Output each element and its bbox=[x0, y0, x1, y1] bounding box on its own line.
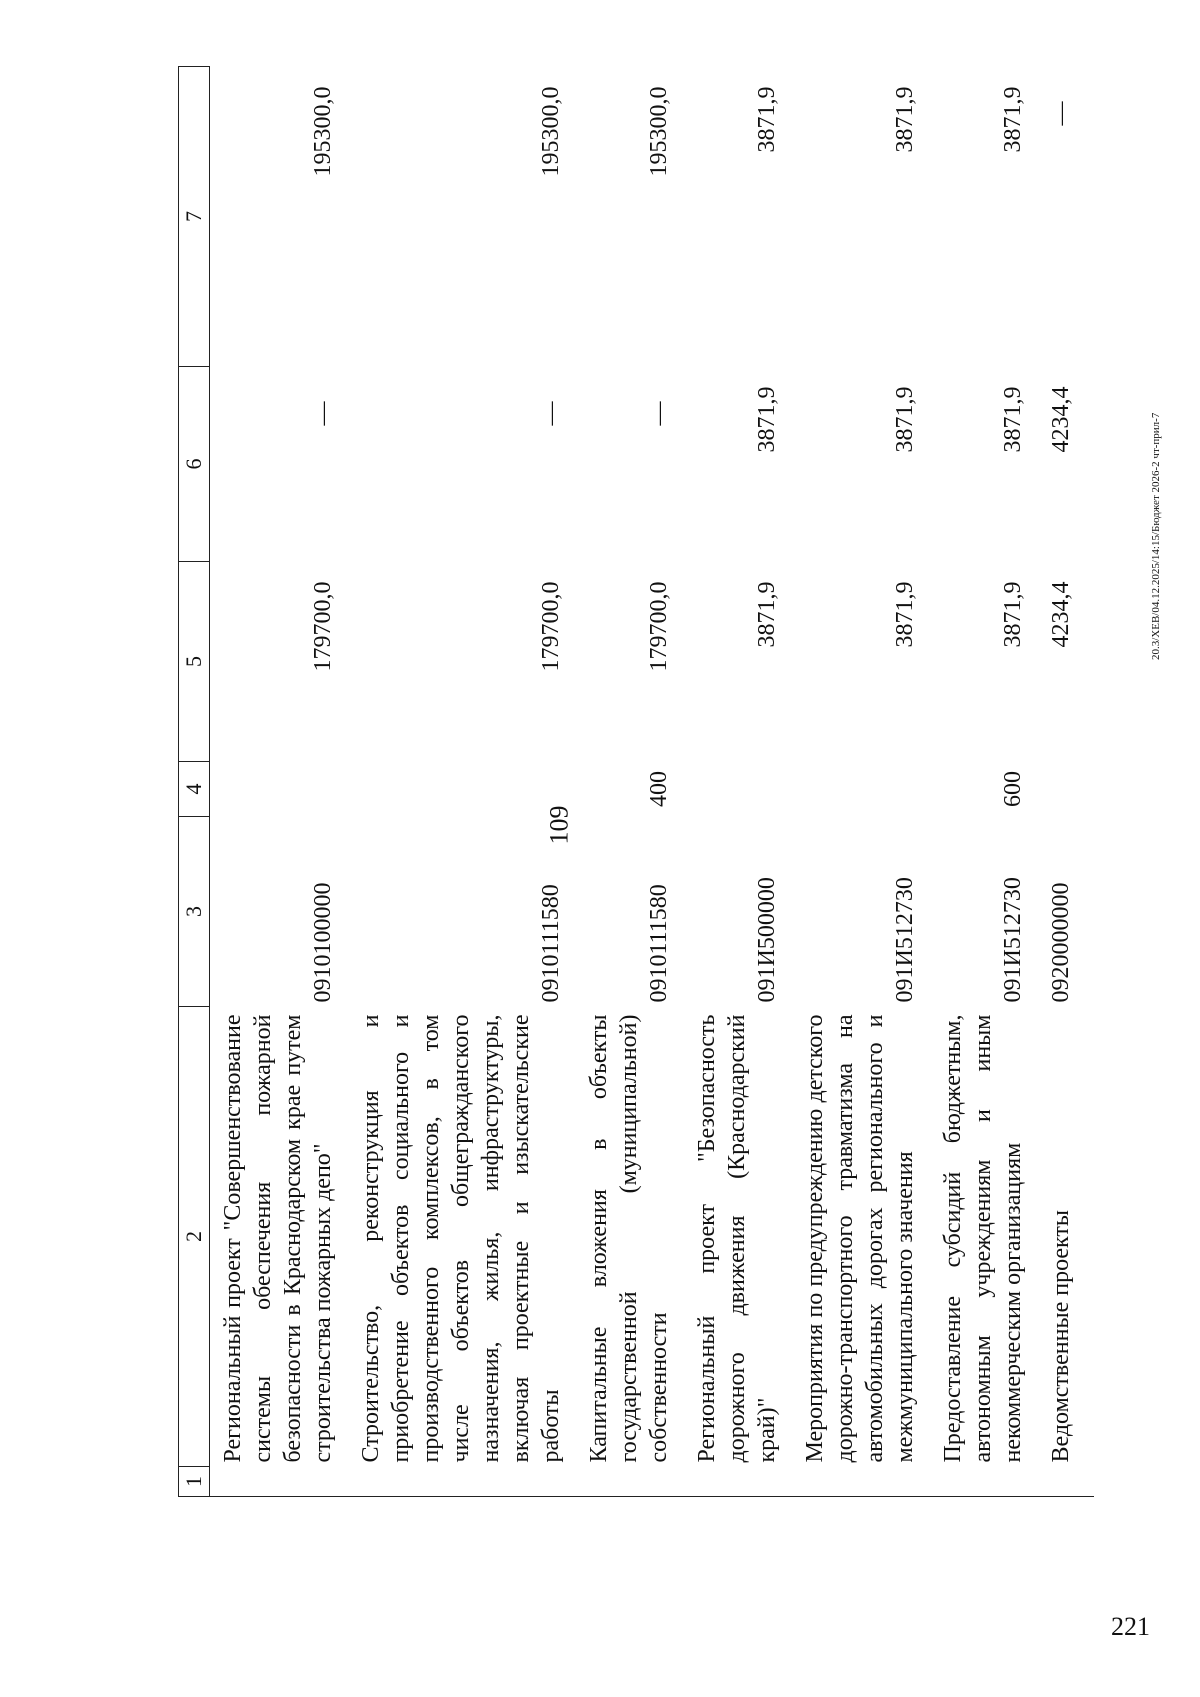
row-name: Ведомственные проекты bbox=[1048, 1210, 1074, 1463]
row-col5: 3871,9 bbox=[754, 581, 780, 648]
row-col5: 3871,9 bbox=[892, 581, 918, 648]
page-number-top: 109 bbox=[544, 805, 574, 845]
row-col7: — bbox=[1048, 101, 1074, 126]
rotated-table-container bbox=[178, 67, 1138, 1497]
table-row bbox=[1046, 67, 1094, 1497]
row-col6: — bbox=[310, 401, 336, 426]
header-cell: 6 bbox=[179, 367, 210, 562]
header-row bbox=[179, 67, 210, 1497]
row-name: Региональный проект "Совершенствование системы обеспечения пожарной безопасности в Краснодарском крае путем строительства пожарных депо" bbox=[220, 1014, 336, 1463]
header-cell: 3 bbox=[179, 817, 210, 1007]
row-name: Строительство, реконструкция и приобретение объектов социального и производственного комплексов, в том числе объектов общегражданского назначения, жилья, инфраструктуры, включая проектные и изыскательские работы bbox=[358, 1014, 564, 1463]
row-col6: 3871,9 bbox=[892, 386, 918, 453]
row-vr bbox=[1046, 762, 1094, 817]
row-col6: — bbox=[646, 401, 672, 426]
row-vr bbox=[210, 762, 357, 817]
table-row bbox=[938, 67, 1046, 1497]
row-name: Предоставление субсидий бюджетным, автономным учреждениям и иным некоммерческим организациям bbox=[940, 1014, 1026, 1463]
row-col6: 4234,4 bbox=[1048, 386, 1074, 453]
row-name: Мероприятия по предупреждению детского дорожно-транспортного травматизма на автомобильных дорогах регионального и межмуниципального значения bbox=[802, 1014, 918, 1463]
row-code: 091И500000 bbox=[754, 877, 780, 1003]
row-col5: 4234,4 bbox=[1048, 581, 1074, 648]
table-row bbox=[800, 67, 938, 1497]
row-col5: 179700,0 bbox=[646, 581, 672, 672]
row-col5: 179700,0 bbox=[538, 581, 564, 672]
row-vr bbox=[800, 762, 938, 817]
row-vr: 600 bbox=[1000, 771, 1026, 807]
page-number-bottom: 221 bbox=[1111, 1612, 1150, 1641]
row-col7: 3871,9 bbox=[892, 86, 918, 153]
row-code: 091И512730 bbox=[1000, 877, 1026, 1003]
row-col7: 3871,9 bbox=[1000, 86, 1026, 153]
row-vr bbox=[356, 762, 584, 817]
row-code: 091И512730 bbox=[892, 877, 918, 1003]
row-col7: 195300,0 bbox=[538, 86, 564, 177]
row-col6: 3871,9 bbox=[1000, 386, 1026, 453]
row-col5: 3871,9 bbox=[1000, 581, 1026, 648]
row-col5: 179700,0 bbox=[310, 581, 336, 672]
row-vr: 400 bbox=[646, 771, 672, 807]
table-row bbox=[584, 67, 692, 1497]
header-cell: 1 bbox=[179, 1467, 210, 1497]
row-code: 0910111580 bbox=[646, 884, 672, 1003]
table-row bbox=[356, 67, 584, 1497]
row-col7: 195300,0 bbox=[310, 86, 336, 177]
row-code: 0910100000 bbox=[310, 882, 336, 1003]
row-name: Региональный проект "Безопасность дорожного движения (Краснодарский край)" bbox=[694, 1014, 780, 1463]
row-vr bbox=[692, 762, 800, 817]
row-code: 0920000000 bbox=[1048, 882, 1074, 1003]
table-row bbox=[210, 67, 357, 1497]
row-col6: 3871,9 bbox=[754, 386, 780, 453]
row-name: Капитальные вложения в объекты государственной (муниципальной) собственности bbox=[586, 1014, 672, 1463]
row-code: 0910111580 bbox=[538, 884, 564, 1003]
header-cell: 4 bbox=[179, 762, 210, 817]
row-col7: 3871,9 bbox=[754, 86, 780, 153]
budget-table bbox=[178, 66, 1094, 1497]
header-cell: 7 bbox=[179, 67, 210, 367]
row-col7: 195300,0 bbox=[646, 86, 672, 177]
header-cell: 5 bbox=[179, 562, 210, 762]
footer-code: 20.3/XEB/04.12.2025/14:15/Бюджет 2026-2 чт-прил-7 bbox=[1150, 412, 1162, 660]
row-col6: — bbox=[538, 401, 564, 426]
table-row bbox=[692, 67, 800, 1497]
header-cell: 2 bbox=[179, 1007, 210, 1467]
